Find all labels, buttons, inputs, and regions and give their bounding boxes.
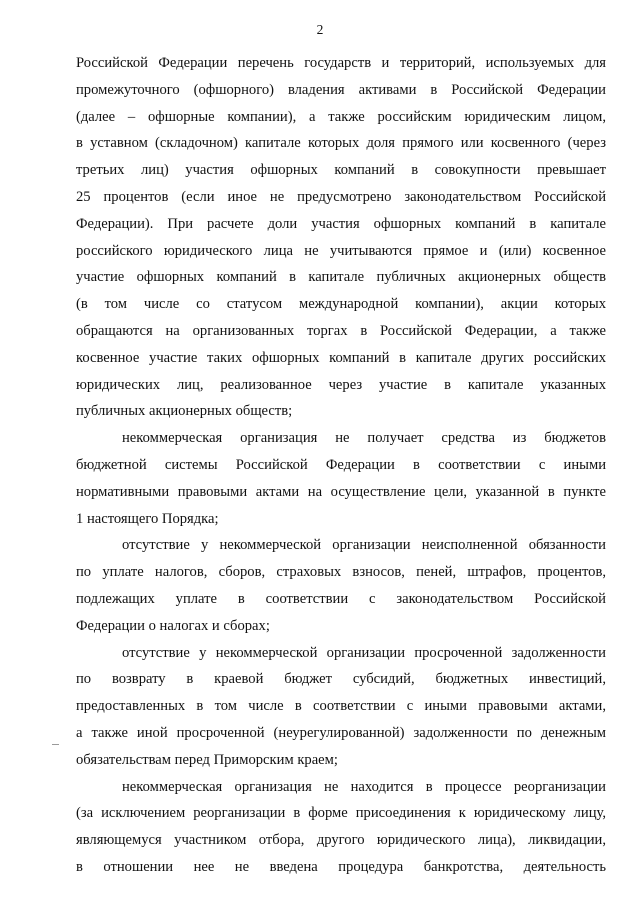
text-line: публичных акционерных обществ; (76, 403, 293, 420)
text-line: (в том числе со статусом международной компании), акции которых (76, 296, 606, 313)
paragraph-first-line: отсутствие у некоммерческой организации просроченной задолженности (122, 644, 606, 661)
text-line: участие офшорных компаний в капитале публичных акционерных обществ (76, 269, 606, 286)
text-line: а также иной просроченной (неурегулированной) задолженности по денежным (76, 724, 606, 741)
text-line: обязательствам перед Приморским краем; (76, 751, 338, 768)
text-line: в уставном (складочном) капитале которых доля прямого или косвенного (через (76, 135, 606, 152)
text-line: Федерации). При расчете доли участия офшорных компаний в капитале (76, 215, 606, 232)
text-line: Российской Федерации перечень государств и территорий, используемых для (76, 55, 606, 71)
text-line: промежуточного (офшорного) владения активами в Российской Федерации (76, 81, 606, 98)
text-line: третьих лиц) участия офшорных компаний в совокупности превышает (76, 162, 606, 179)
text-line: по возврату в краевой бюджет субсидий, бюджетных инвестиций, (76, 671, 606, 688)
text-line: предоставленных в том числе в соответствии с иными правовыми актами, (76, 698, 606, 715)
page-number: 2 (316, 22, 324, 37)
text-line: 25 процентов (если иное не предусмотрено законодательством Российской (76, 188, 606, 205)
text-line: (за исключением реорганизации в форме присоединения к юридическому лицу, (76, 805, 606, 822)
text-line: Федерации о налогах и сборах; (76, 617, 270, 634)
text-line: российского юридического лица не учитываются прямое и (или) косвенное (76, 242, 606, 259)
text-line: нормативными правовыми актами на осуществление цели, указанной в пункте (76, 483, 606, 500)
text-line: обращаются на организованных торгах в Российской Федерации, а также (76, 322, 606, 339)
text-line: юридических лиц, реализованное через участие в капитале указанных (76, 376, 606, 393)
text-line: в отношении нее не введена процедура банкротства, деятельность (76, 858, 606, 875)
text-line: являющемуся участником отбора, другого юридического лица), ликвидации, (76, 832, 606, 849)
text-line: 1 настоящего Порядка; (76, 510, 219, 527)
text-line: (далее – офшорные компании), а также российским юридическим лицом, (76, 108, 606, 125)
text-line: бюджетной системы Российской Федерации в соответствии с иными (76, 456, 606, 473)
paragraph-first-line: некоммерческая организация не находится в процессе реорганизации (122, 778, 606, 795)
text-line: косвенное участие таких офшорных компаний в капитале других российских (76, 349, 606, 366)
margin-mark (52, 744, 59, 745)
text-line: подлежащих уплате в соответствии с законодательством Российской (76, 590, 606, 607)
paragraph-first-line: отсутствие у некоммерческой организации неисполненной обязанности (122, 537, 606, 554)
document-body (76, 50, 606, 881)
paragraph-first-line: некоммерческая организация не получает средства из бюджетов (122, 430, 606, 447)
text-line: по уплате налогов, сборов, страховых взносов, пеней, штрафов, процентов, (76, 564, 606, 581)
